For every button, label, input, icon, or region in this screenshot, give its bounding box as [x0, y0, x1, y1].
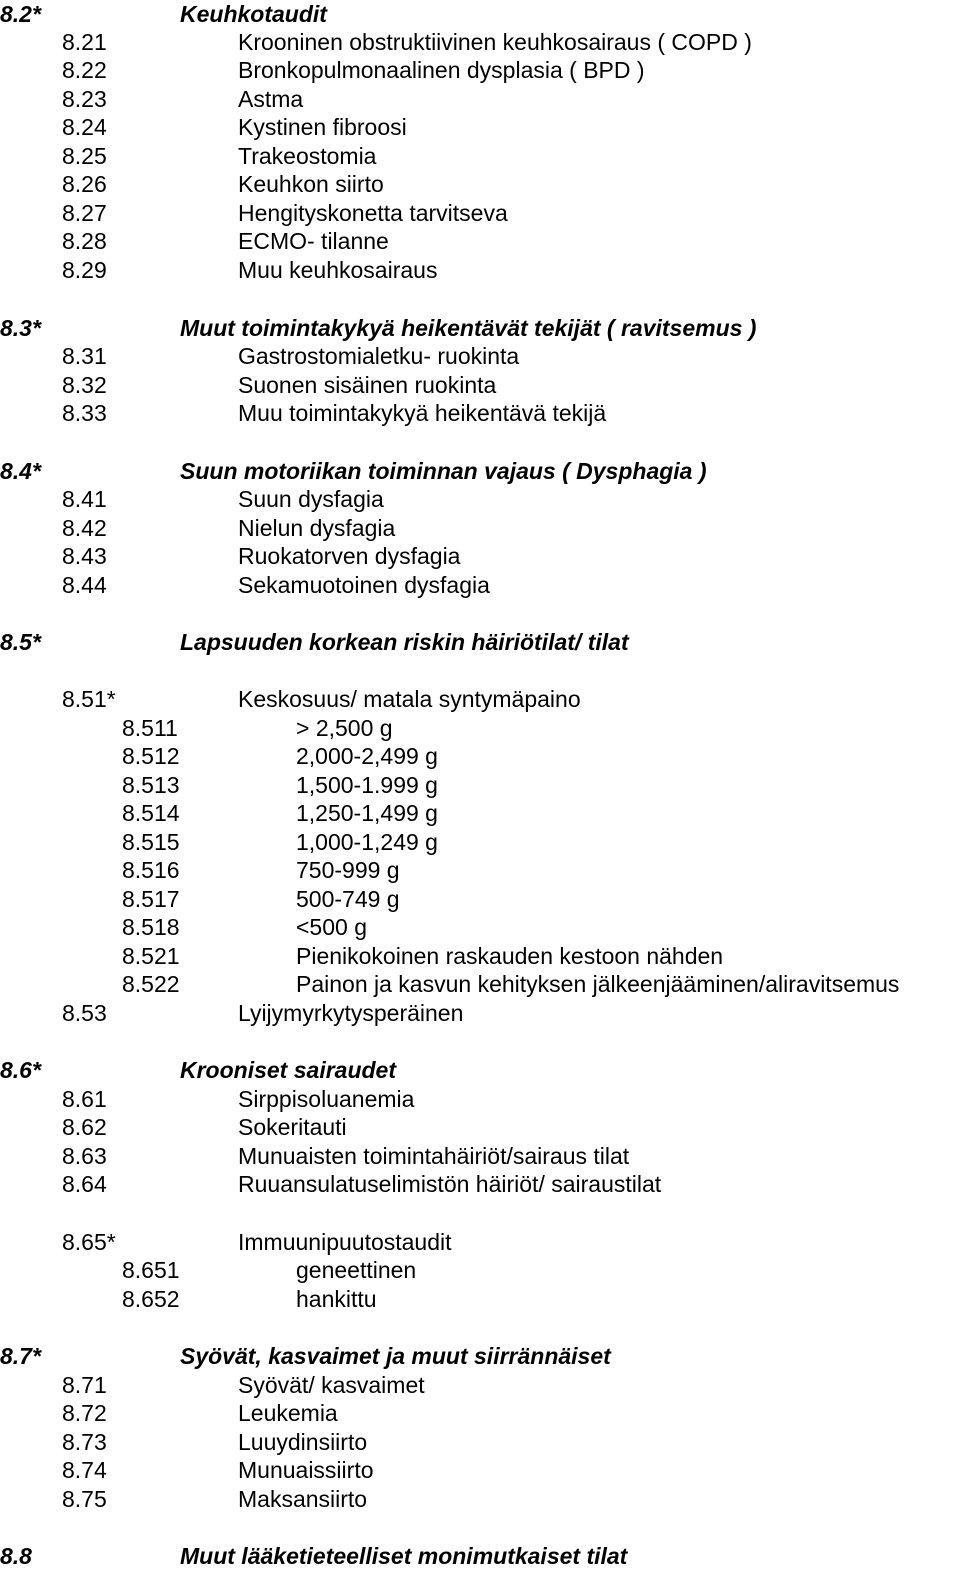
item-label: 1,500-1.999 g: [296, 772, 438, 798]
item-label: Muu toimintakykyä heikentävä tekijä: [238, 400, 607, 426]
item-number: 8.42: [62, 515, 107, 541]
item-label: Trakeostomia: [238, 143, 377, 169]
item-number: 8.62: [62, 1114, 107, 1140]
item-label: 500-749 g: [296, 886, 400, 912]
item-label: Gastrostomialetku- ruokinta: [238, 343, 520, 369]
item-number: 8.32: [62, 372, 107, 398]
item-label: Pienikokoinen raskauden kestoon nähden: [296, 943, 724, 969]
item-number: 8.522: [122, 971, 180, 997]
item-label: hankittu: [296, 1286, 377, 1312]
item-number: 8.5*: [0, 629, 41, 655]
item-number: 8.31: [62, 343, 107, 369]
item-label: 2,000-2,499 g: [296, 743, 438, 769]
item-number: 8.61: [62, 1086, 107, 1112]
item-label: Ruuansulatuselimistön häiriöt/ sairaustilat: [238, 1171, 662, 1197]
item-label: Ruokatorven dysfagia: [238, 543, 461, 569]
item-label: Syövät/ kasvaimet: [238, 1372, 425, 1398]
item-number: 8.511: [122, 715, 178, 741]
item-number: 8.517: [122, 886, 180, 912]
item-number: 8.51*: [62, 686, 116, 712]
item-label: Suun dysfagia: [238, 486, 384, 512]
item-label: Lyijymyrkytysperäinen: [238, 1000, 464, 1026]
item-label: Krooninen obstruktiivinen keuhkosairaus ( COPD ): [238, 29, 752, 55]
item-number: 8.33: [62, 400, 107, 426]
item-number: 8.4*: [0, 458, 41, 484]
item-number: 8.25: [62, 143, 107, 169]
item-number: 8.514: [122, 800, 180, 826]
item-label: Suonen sisäinen ruokinta: [238, 372, 497, 398]
item-number: 8.63: [62, 1143, 107, 1169]
item-label: Nielun dysfagia: [238, 515, 396, 541]
item-label: Keuhkon siirto: [238, 171, 384, 197]
item-label: 750-999 g: [296, 857, 400, 883]
item-number: 8.64: [62, 1171, 107, 1197]
item-number: 8.21: [62, 29, 107, 55]
item-label: Painon ja kasvun kehityksen jälkeenjääminen/aliravitsemus: [296, 971, 900, 997]
item-number: 8.6*: [0, 1057, 41, 1083]
item-number: 8.72: [62, 1400, 107, 1426]
item-label: Bronkopulmonaalinen dysplasia ( BPD ): [238, 57, 645, 83]
item-number: 8.516: [122, 857, 180, 883]
item-number: 8.44: [62, 572, 107, 598]
item-number: 8.65*: [62, 1229, 116, 1255]
item-label: Munuaissiirto: [238, 1457, 374, 1483]
item-label: Muu keuhkosairaus: [238, 257, 438, 283]
item-number: 8.24: [62, 114, 107, 140]
item-number: 8.515: [122, 829, 180, 855]
item-number: 8.29: [62, 257, 107, 283]
item-number: 8.23: [62, 86, 107, 112]
item-number: 8.71: [62, 1372, 107, 1398]
item-number: 8.28: [62, 228, 107, 254]
item-number: 8.513: [122, 772, 180, 798]
item-label: Leukemia: [238, 1400, 338, 1426]
item-label: Hengityskonetta tarvitseva: [238, 200, 508, 226]
item-label: Sirppisoluanemia: [238, 1086, 415, 1112]
item-number: 8.27: [62, 200, 107, 226]
section-title: Suun motoriikan toiminnan vajaus ( Dysphagia ): [180, 458, 707, 484]
item-label: 1,000-1,249 g: [296, 829, 438, 855]
item-number: 8.22: [62, 57, 107, 83]
section-title: Krooniset sairaudet: [180, 1057, 396, 1083]
item-number: 8.8: [0, 1543, 32, 1569]
item-label: geneettinen: [296, 1257, 417, 1283]
item-label: Munuaisten toimintahäiriöt/sairaus tilat: [238, 1143, 630, 1169]
section-title: Muut lääketieteelliset monimutkaiset tilat: [180, 1543, 628, 1569]
item-label: <500 g: [296, 914, 367, 940]
item-label: Keskosuus/ matala syntymäpaino: [238, 686, 581, 712]
section-title: Lapsuuden korkean riskin häiriötilat/ tilat: [180, 629, 629, 655]
item-label: Immuunipuutostaudit: [238, 1229, 452, 1255]
item-number: 8.74: [62, 1457, 107, 1483]
item-number: 8.73: [62, 1429, 107, 1455]
item-number: 8.521: [122, 943, 180, 969]
item-label: Kystinen fibroosi: [238, 114, 407, 140]
section-title: Syövät, kasvaimet ja muut siirrännäiset: [180, 1343, 611, 1369]
item-number: 8.43: [62, 543, 107, 569]
item-number: 8.3*: [0, 315, 41, 341]
item-label: ECMO- tilanne: [238, 228, 389, 254]
item-label: Astma: [238, 86, 304, 112]
item-number: 8.7*: [0, 1343, 41, 1369]
item-number: 8.518: [122, 914, 180, 940]
section-title: Keuhkotaudit: [180, 1, 327, 27]
item-label: 1,250-1,499 g: [296, 800, 438, 826]
item-number: 8.41: [62, 486, 107, 512]
item-label: Sekamuotoinen dysfagia: [238, 572, 490, 598]
item-number: 8.53: [62, 1000, 107, 1026]
item-number: 8.651: [122, 1257, 180, 1283]
item-number: 8.2*: [0, 1, 41, 27]
item-label: Sokeritauti: [238, 1114, 347, 1140]
item-number: 8.75: [62, 1486, 107, 1512]
item-label: Luuydinsiirto: [238, 1429, 368, 1455]
section-title: Muut toimintakykyä heikentävät tekijät ( ravitsemus ): [180, 315, 757, 341]
item-label: Maksansiirto: [238, 1486, 368, 1512]
item-number: 8.652: [122, 1286, 180, 1312]
item-number: 8.26: [62, 171, 107, 197]
item-label: > 2,500 g: [296, 715, 393, 741]
item-number: 8.512: [122, 743, 180, 769]
